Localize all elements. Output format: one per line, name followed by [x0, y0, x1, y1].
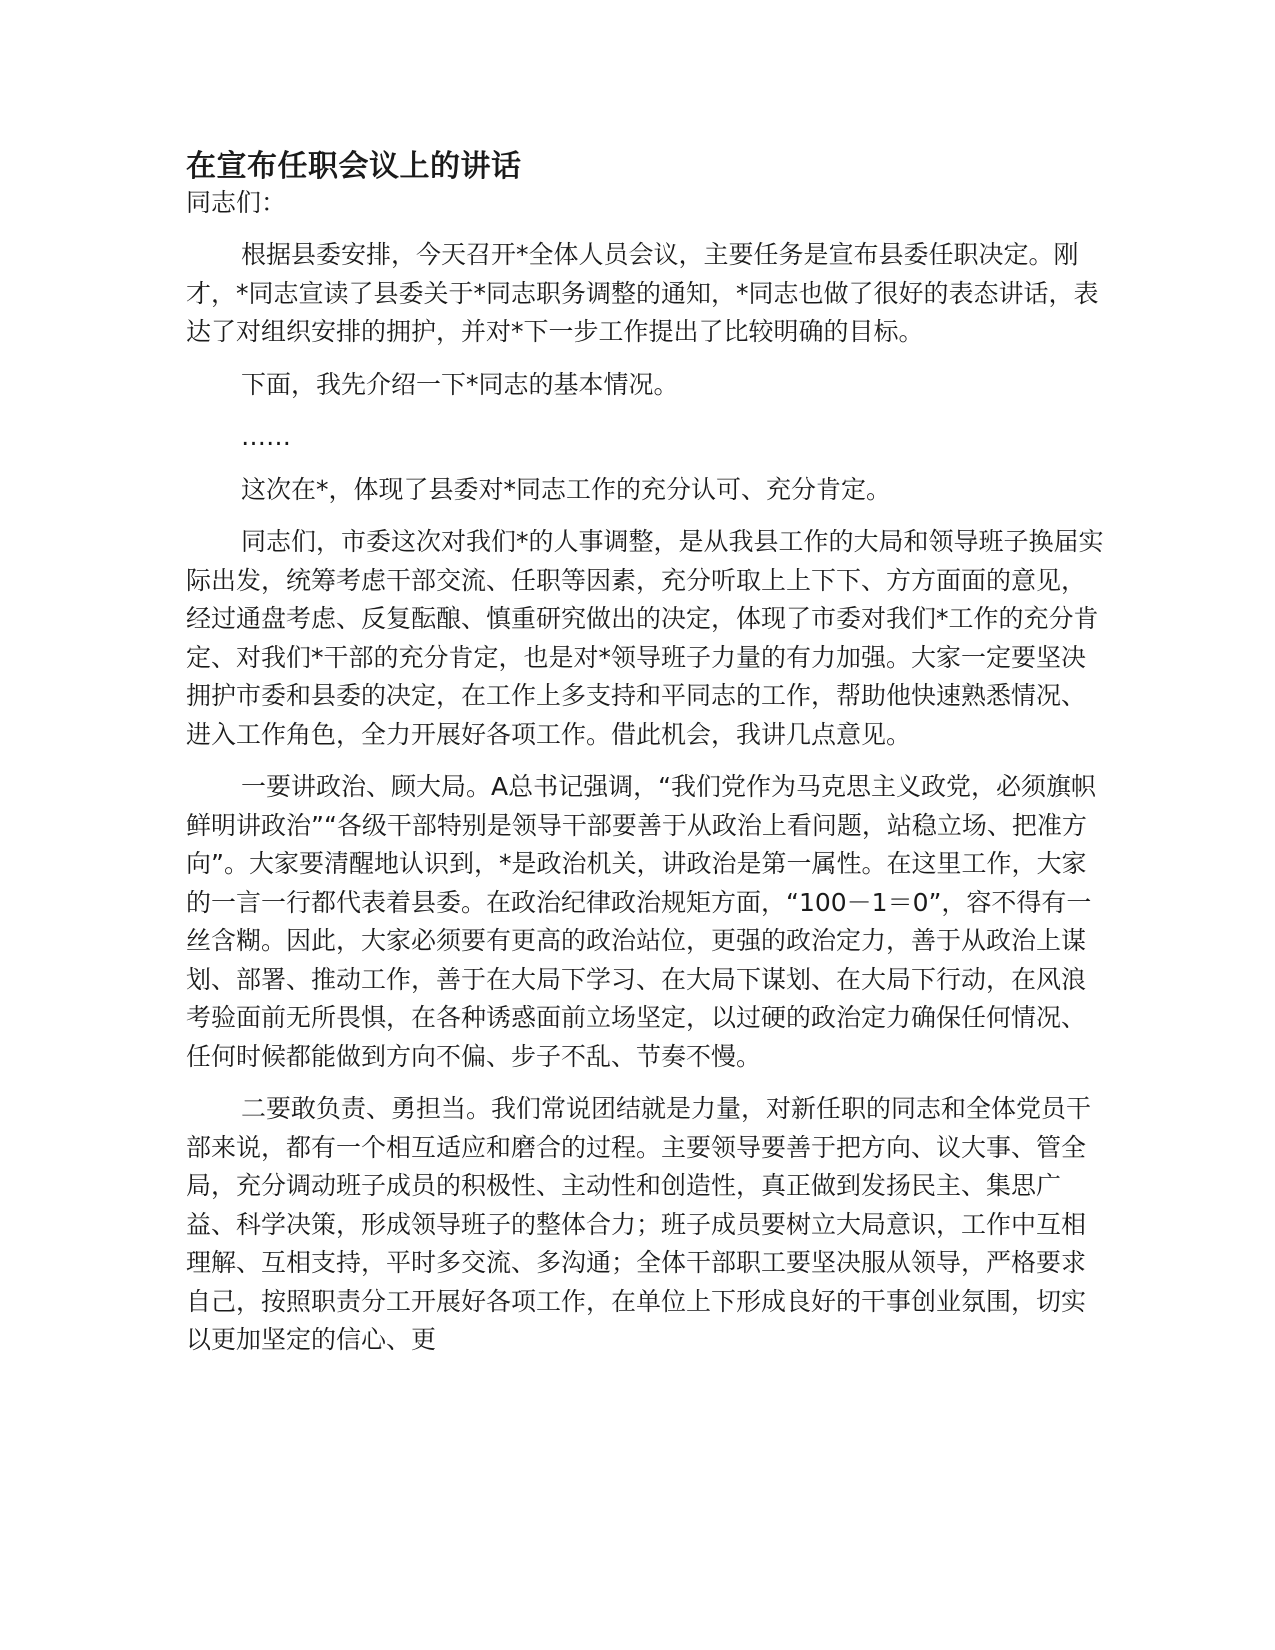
paragraph-point-one: 一要讲政治、顾大局。A总书记强调，“我们党作为马克思主义政党，必须旗帜鲜明讲政治”“各级干部特别是领导干部要善于从政治上看问题，站稳立场、把准方向”。大家要清醒地认识到，*是政治机关，讲政治是第一属性。在这里工作，大家的一言一行都代表着县委。在政治纪律政治规矩方面，“100－1＝0”，容不得有一丝含糊。因此，大家必须要有更高的政治站位，更强的政治定力，善于从政治上谋划、部署、推动工作，善于在大局下学习、在大局下谋划、在大局下行动，在风浪考验面前无所畏惧，在各种诱惑面前立场坚定，以过硬的政治定力确保任何情况、任何时候都能做到方向不偏、步子不乱、节奏不慢。: [186, 772, 1097, 1071]
paragraph-recognition: 这次在*，体现了县委对*同志工作的充分认可、充分肯定。: [241, 474, 892, 504]
paragraph-personnel-adjustment: 同志们，市委这次对我们*的人事调整，是从我县工作的大局和领导班子换届实际出发，统筹考虑干部交流、任职等因素，充分听取上上下下、方方面面的意见，经过通盘考虑、反复酝酿、慎重研究做出的决定，体现了市委对我们*工作的充分肯定、对我们*干部的充分肯定，也是对*领导班子力量的有力加强。大家一定要坚决拥护市委和县委的决定，在工作上多支持和平同志的工作，帮助他快速熟悉情况、进入工作角色，全力开展好各项工作。借此机会，我讲几点意见。: [186, 527, 1104, 749]
paragraph-opening: 根据县委安排，今天召开*全体人员会议，主要任务是宣布县委任职决定。刚才，*同志宣读了县委关于*同志职务调整的通知，*同志也做了很好的表态讲话，表达了对组织安排的拥护，并对*下一步工作提出了比较明确的目标。: [186, 240, 1099, 346]
paragraph-introduction: 下面，我先介绍一下*同志的基本情况。: [241, 369, 679, 399]
document-body: [186, 148, 1106, 1374]
paragraph-ellipsis: ……: [241, 422, 291, 451]
document-title: 在宣布任职会议上的讲话: [186, 149, 522, 184]
salutation: 同志们：: [186, 188, 287, 217]
paragraph-point-two: 二要敢负责、勇担当。我们常说团结就是力量，对新任职的同志和全体党员干部来说，都有一个相互适应和磨合的过程。主要领导要善于把方向、议大事、管全局，充分调动班子成员的积极性、主动性和创造性，真正做到发扬民主、集思广益、科学决策，形成领导班子的整体合力；班子成员要树立大局意识，工作中互相理解、互相支持，平时多交流、多沟通；全体干部职工要坚决服从领导，严格要求自己，按照职责分工开展好各项工作，在单位上下形成良好的干事创业氛围，切实以更加坚定的信心、更: [186, 1094, 1092, 1354]
